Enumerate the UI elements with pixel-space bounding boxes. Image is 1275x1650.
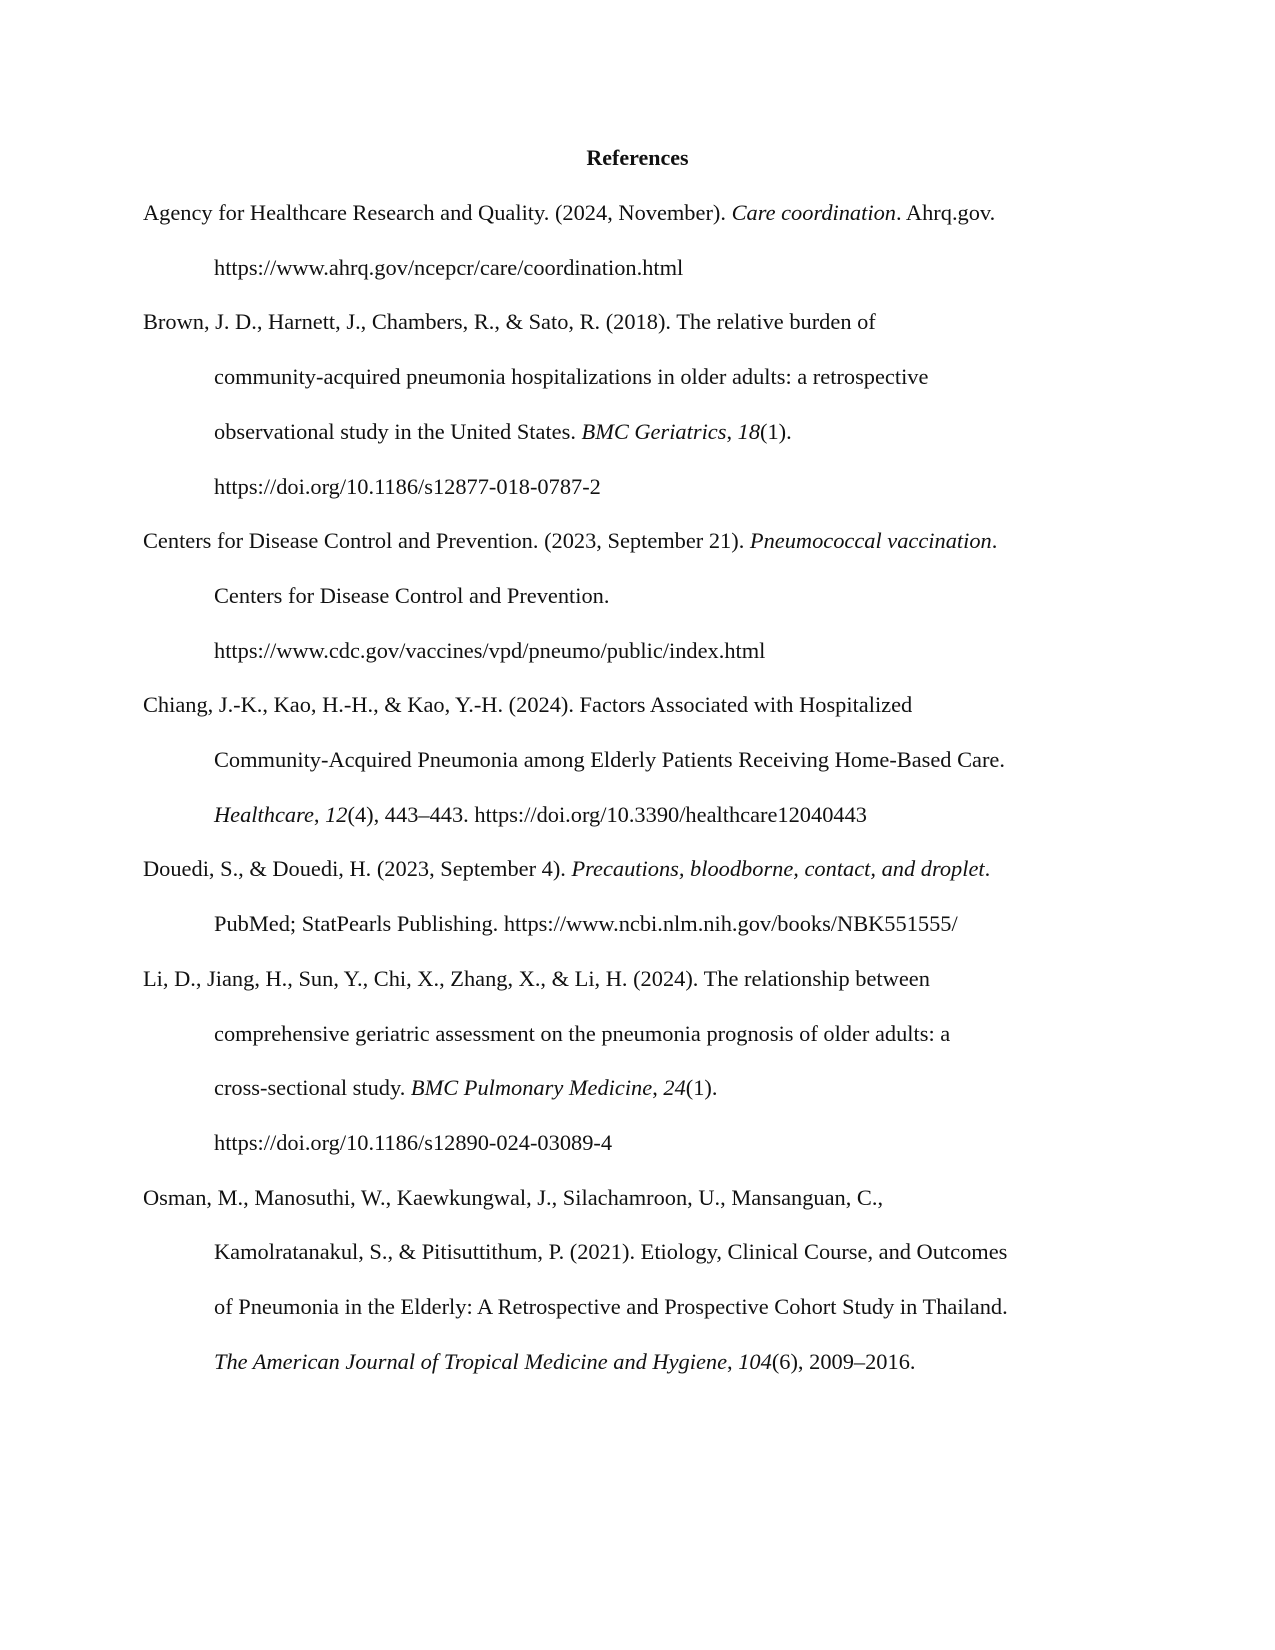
reference-continuation-line [214,362,928,392]
reference-first-line [143,1183,883,1213]
reference-continuation-line [214,253,683,283]
reference-continuation-line [214,745,1005,775]
italic-text: The American Journal of Tropical Medicine and Hygiene [214,1348,728,1374]
reference-continuation-line [214,1073,718,1103]
reference-continuation-line [214,1237,1007,1267]
reference-continuation-line [214,636,765,666]
reference-continuation-line [214,1292,1008,1322]
text: (1). [685,1075,718,1101]
reference-continuation-line [214,1128,612,1158]
reference-continuation-line [214,1019,950,1049]
text: https://doi.org/10.1186/s12890-024-03089-4 [214,1129,613,1155]
reference-first-line [143,198,995,228]
text: Kamolratanakul, S., & Pitisuttithum, P. (2021). Etiology, Clinical Course, and Outcomes [214,1239,1008,1265]
text: Community-Acquired Pneumonia among Elderly Patients Receiving Home-Based Care. [214,747,1005,772]
italic-text: Healthcare [214,801,314,827]
text: Douedi, S., & Douedi, H. (2023, September 4). [143,856,572,882]
reference-first-line [143,854,990,884]
text: Chiang, J.-K., Kao, H.-H., & Kao, Y.-H. (2024). Factors Associated with Hospitalized [143,692,913,718]
text: (6), 2009–2016. [771,1348,916,1374]
text: of Pneumonia in the Elderly: A Retrospective and Prospective Cohort Study in Thailand. [214,1294,1008,1319]
text: Centers for Disease Control and Prevention. [214,582,610,608]
italic-text: 24 [663,1075,686,1101]
reference-continuation-line [214,800,867,830]
text: , [652,1075,664,1101]
reference-continuation-line [214,417,792,447]
italic-text: 104 [738,1348,772,1374]
italic-text: Precautions, bloodborne, contact, and droplet [571,856,985,882]
text: , [727,1348,739,1374]
reference-continuation-line [214,472,601,502]
text: comprehensive geriatric assessment on the pneumonia prognosis of older adults: a [214,1020,951,1046]
reference-continuation-line [214,581,609,611]
reference-first-line [143,690,912,720]
text: community-acquired pneumonia hospitalizations in older adults: a retrospective [214,364,929,390]
italic-text: Pneumococcal vaccination [749,528,992,554]
text: , [726,418,738,444]
reference-first-line [143,964,930,994]
italic-text: BMC Geriatrics [581,418,727,444]
reference-first-line [143,307,876,337]
text: Centers for Disease Control and Prevention. (2023, September 21). [143,528,750,554]
text: https://doi.org/10.1186/s12877-018-0787-2 [214,473,601,499]
text: . Ahrq.gov. [895,200,996,225]
text: . [991,528,998,554]
text: , [313,801,326,827]
text: Osman, M., Manosuthi, W., Kaewkungwal, J., Silachamroon, U., Mansanguan, C., [143,1184,884,1210]
italic-text: Care coordination [731,200,896,225]
references-heading: References [586,145,689,170]
text: (1). [760,418,792,444]
text: . [984,856,991,882]
italic-text: BMC Pulmonary Medicine [410,1075,653,1101]
reference-continuation-line [214,1347,916,1377]
text: Brown, J. D., Harnett, J., Chambers, R., & Sato, R. (2018). The relative burden of [143,309,876,335]
italic-text: 18 [737,418,761,444]
reference-first-line [143,526,997,556]
italic-text: 12 [325,801,348,827]
text: Li, D., Jiang, H., Sun, Y., Chi, X., Zhang, X., & Li, H. (2024). The relationship between [143,965,930,991]
text: Agency for Healthcare Research and Quality. (2024, November). [143,200,732,225]
text: (4), 443–443. https://doi.org/10.3390/healthcare12040443 [347,801,867,827]
text: PubMed; StatPearls Publishing. https://www.ncbi.nlm.nih.gov/books/NBK551555/ [214,911,958,937]
text: https://www.cdc.gov/vaccines/vpd/pneumo/public/index.html [214,637,766,663]
text: https://www.ahrq.gov/ncepcr/care/coordination.html [214,254,684,280]
reference-continuation-line [214,909,958,939]
text: observational study in the United States. [214,418,582,444]
text: cross-sectional study. [214,1075,411,1101]
